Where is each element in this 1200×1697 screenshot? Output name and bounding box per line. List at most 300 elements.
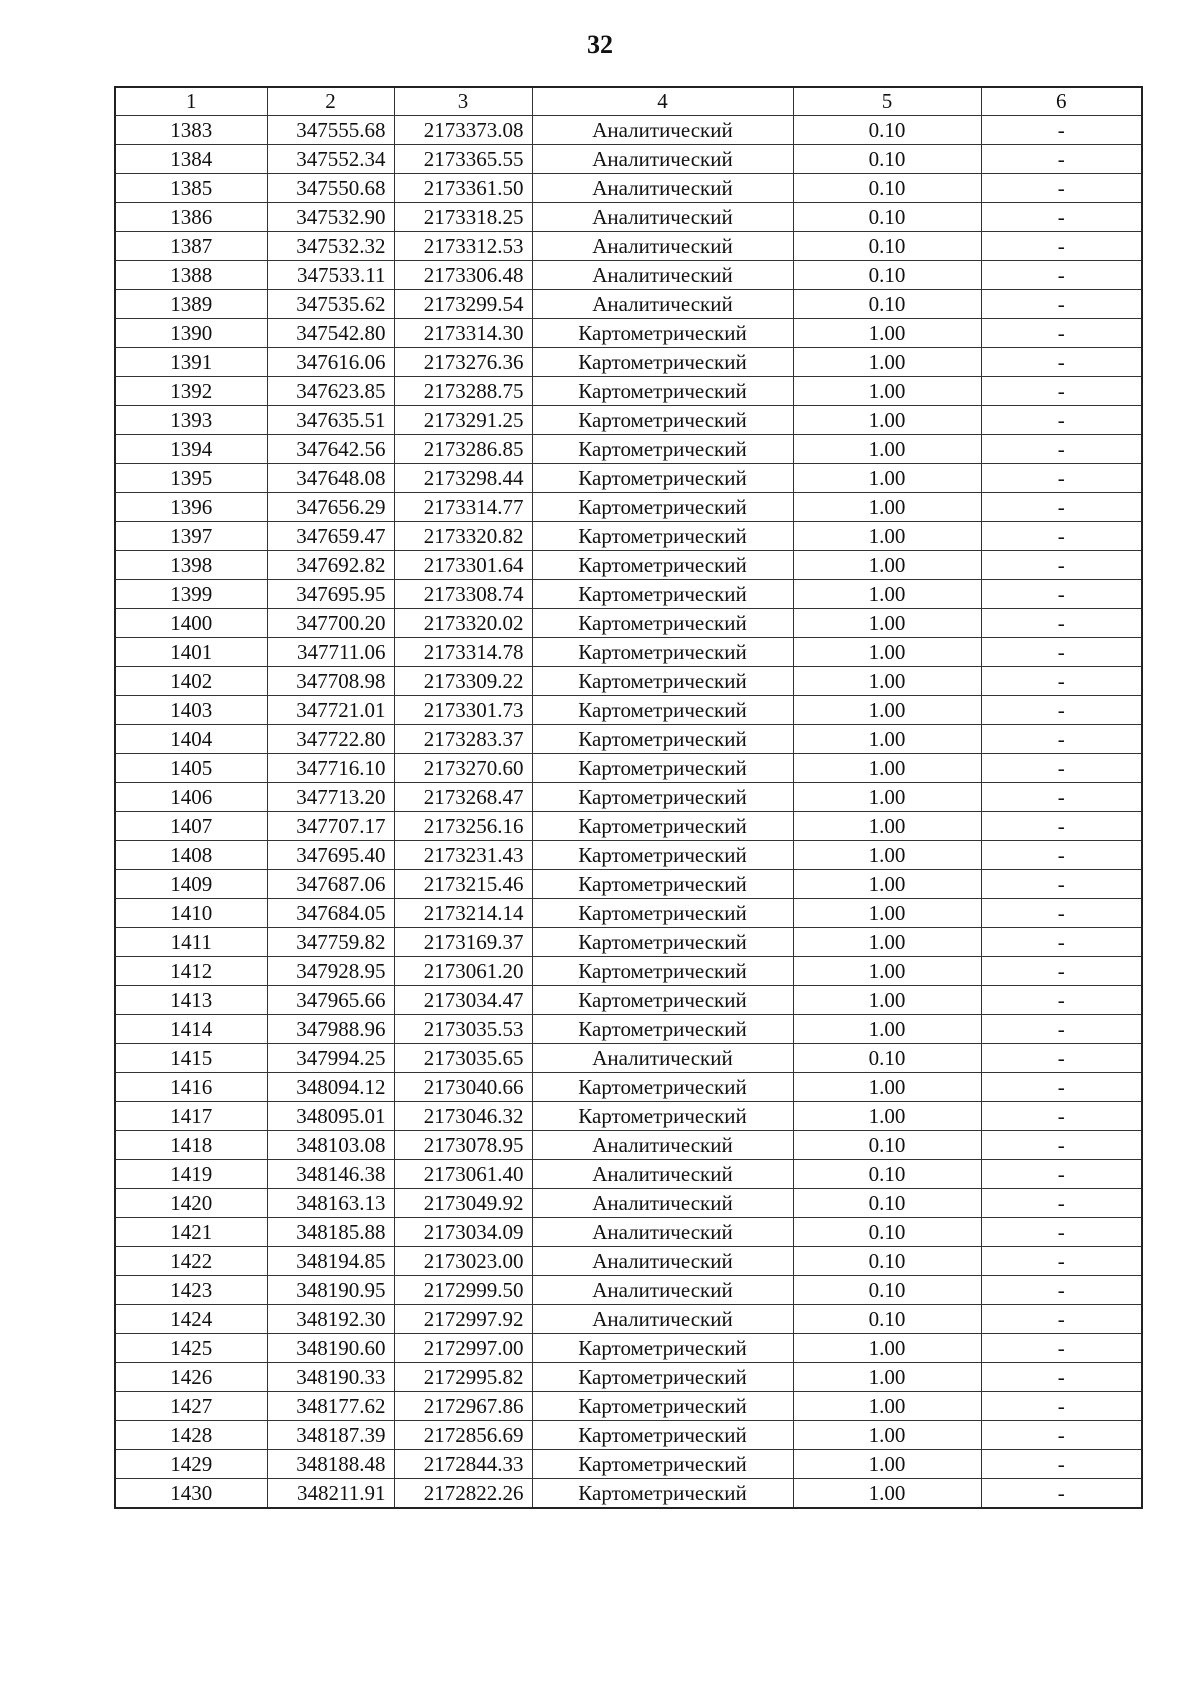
y-coordinate-cell: 2173049.92 (394, 1189, 532, 1218)
y-coordinate-cell: 2172844.33 (394, 1450, 532, 1479)
column-header-1: 1 (115, 87, 267, 116)
x-coordinate-cell: 347692.82 (267, 551, 394, 580)
method-cell: Картометрический (532, 1015, 793, 1044)
x-coordinate-cell: 347555.68 (267, 116, 394, 145)
x-coordinate-cell: 347695.95 (267, 580, 394, 609)
accuracy-cell: 1.00 (793, 1073, 981, 1102)
accuracy-cell: 1.00 (793, 638, 981, 667)
y-coordinate-cell: 2173361.50 (394, 174, 532, 203)
y-coordinate-cell: 2173298.44 (394, 464, 532, 493)
note-cell: - (981, 232, 1142, 261)
y-coordinate-cell: 2173320.82 (394, 522, 532, 551)
table-row (115, 522, 1142, 551)
note-cell: - (981, 522, 1142, 551)
column-header-2: 2 (267, 87, 394, 116)
point-number-cell: 1396 (115, 493, 267, 522)
method-cell: Картометрический (532, 928, 793, 957)
note-cell: - (981, 1102, 1142, 1131)
y-coordinate-cell: 2173312.53 (394, 232, 532, 261)
table-row (115, 812, 1142, 841)
note-cell: - (981, 1421, 1142, 1450)
method-cell: Картометрический (532, 638, 793, 667)
point-number-cell: 1390 (115, 319, 267, 348)
point-number-cell: 1384 (115, 145, 267, 174)
y-coordinate-cell: 2173034.47 (394, 986, 532, 1015)
point-number-cell: 1426 (115, 1363, 267, 1392)
point-number-cell: 1398 (115, 551, 267, 580)
accuracy-cell: 0.10 (793, 145, 981, 174)
table-row (115, 1073, 1142, 1102)
note-cell: - (981, 870, 1142, 899)
x-coordinate-cell: 348163.13 (267, 1189, 394, 1218)
note-cell: - (981, 348, 1142, 377)
x-coordinate-cell: 348177.62 (267, 1392, 394, 1421)
accuracy-cell: 0.10 (793, 1218, 981, 1247)
method-cell: Картометрический (532, 957, 793, 986)
table-row (115, 638, 1142, 667)
note-cell: - (981, 1044, 1142, 1073)
note-cell: - (981, 1363, 1142, 1392)
x-coordinate-cell: 347648.08 (267, 464, 394, 493)
y-coordinate-cell: 2173023.00 (394, 1247, 532, 1276)
note-cell: - (981, 1305, 1142, 1334)
column-header-5: 5 (793, 87, 981, 116)
y-coordinate-cell: 2173318.25 (394, 203, 532, 232)
table-row (115, 696, 1142, 725)
note-cell: - (981, 319, 1142, 348)
y-coordinate-cell: 2173268.47 (394, 783, 532, 812)
x-coordinate-cell: 348190.33 (267, 1363, 394, 1392)
method-cell: Картометрический (532, 667, 793, 696)
y-coordinate-cell: 2173256.16 (394, 812, 532, 841)
note-cell: - (981, 551, 1142, 580)
table-row (115, 899, 1142, 928)
table-row (115, 1189, 1142, 1218)
table-row (115, 783, 1142, 812)
accuracy-cell: 0.10 (793, 1276, 981, 1305)
note-cell: - (981, 261, 1142, 290)
note-cell: - (981, 203, 1142, 232)
y-coordinate-cell: 2173291.25 (394, 406, 532, 435)
point-number-cell: 1425 (115, 1334, 267, 1363)
y-coordinate-cell: 2173040.66 (394, 1073, 532, 1102)
note-cell: - (981, 1131, 1142, 1160)
accuracy-cell: 1.00 (793, 609, 981, 638)
method-cell: Картометрический (532, 1073, 793, 1102)
point-number-cell: 1415 (115, 1044, 267, 1073)
method-cell: Картометрический (532, 754, 793, 783)
note-cell: - (981, 696, 1142, 725)
point-number-cell: 1416 (115, 1073, 267, 1102)
accuracy-cell: 1.00 (793, 841, 981, 870)
x-coordinate-cell: 348187.39 (267, 1421, 394, 1450)
note-cell: - (981, 638, 1142, 667)
table-row (115, 319, 1142, 348)
x-coordinate-cell: 348103.08 (267, 1131, 394, 1160)
table-row (115, 609, 1142, 638)
x-coordinate-cell: 348146.38 (267, 1160, 394, 1189)
note-cell: - (981, 899, 1142, 928)
x-coordinate-cell: 347722.80 (267, 725, 394, 754)
method-cell: Аналитический (532, 1044, 793, 1073)
point-number-cell: 1423 (115, 1276, 267, 1305)
x-coordinate-cell: 348188.48 (267, 1450, 394, 1479)
y-coordinate-cell: 2172967.86 (394, 1392, 532, 1421)
method-cell: Картометрический (532, 870, 793, 899)
note-cell: - (981, 1334, 1142, 1363)
accuracy-cell: 1.00 (793, 348, 981, 377)
point-number-cell: 1410 (115, 899, 267, 928)
y-coordinate-cell: 2173308.74 (394, 580, 532, 609)
y-coordinate-cell: 2173061.20 (394, 957, 532, 986)
y-coordinate-cell: 2173301.64 (394, 551, 532, 580)
accuracy-cell: 1.00 (793, 1015, 981, 1044)
point-number-cell: 1394 (115, 435, 267, 464)
accuracy-cell: 0.10 (793, 232, 981, 261)
point-number-cell: 1406 (115, 783, 267, 812)
x-coordinate-cell: 347552.34 (267, 145, 394, 174)
table-row (115, 1450, 1142, 1479)
table-row (115, 870, 1142, 899)
x-coordinate-cell: 347687.06 (267, 870, 394, 899)
y-coordinate-cell: 2173276.36 (394, 348, 532, 377)
method-cell: Картометрический (532, 812, 793, 841)
table-row (115, 261, 1142, 290)
point-number-cell: 1413 (115, 986, 267, 1015)
note-cell: - (981, 580, 1142, 609)
y-coordinate-cell: 2173320.02 (394, 609, 532, 638)
x-coordinate-cell: 348194.85 (267, 1247, 394, 1276)
method-cell: Картометрический (532, 986, 793, 1015)
point-number-cell: 1429 (115, 1450, 267, 1479)
table-row (115, 667, 1142, 696)
accuracy-cell: 1.00 (793, 493, 981, 522)
note-cell: - (981, 464, 1142, 493)
y-coordinate-cell: 2173309.22 (394, 667, 532, 696)
y-coordinate-cell: 2173306.48 (394, 261, 532, 290)
x-coordinate-cell: 347759.82 (267, 928, 394, 957)
column-header-3: 3 (394, 87, 532, 116)
method-cell: Аналитический (532, 1218, 793, 1247)
accuracy-cell: 0.10 (793, 1044, 981, 1073)
note-cell: - (981, 406, 1142, 435)
accuracy-cell: 0.10 (793, 261, 981, 290)
note-cell: - (981, 493, 1142, 522)
method-cell: Картометрический (532, 725, 793, 754)
method-cell: Аналитический (532, 116, 793, 145)
point-number-cell: 1427 (115, 1392, 267, 1421)
x-coordinate-cell: 347695.40 (267, 841, 394, 870)
note-cell: - (981, 1160, 1142, 1189)
note-cell: - (981, 812, 1142, 841)
table-body (115, 116, 1142, 1509)
accuracy-cell: 1.00 (793, 783, 981, 812)
note-cell: - (981, 986, 1142, 1015)
method-cell: Аналитический (532, 1160, 793, 1189)
accuracy-cell: 1.00 (793, 899, 981, 928)
accuracy-cell: 1.00 (793, 870, 981, 899)
table-row (115, 377, 1142, 406)
note-cell: - (981, 783, 1142, 812)
x-coordinate-cell: 348095.01 (267, 1102, 394, 1131)
y-coordinate-cell: 2172822.26 (394, 1479, 532, 1509)
y-coordinate-cell: 2173214.14 (394, 899, 532, 928)
table-row (115, 1334, 1142, 1363)
method-cell: Картометрический (532, 783, 793, 812)
accuracy-cell: 1.00 (793, 406, 981, 435)
point-number-cell: 1428 (115, 1421, 267, 1450)
x-coordinate-cell: 347616.06 (267, 348, 394, 377)
table-row (115, 174, 1142, 203)
x-coordinate-cell: 347635.51 (267, 406, 394, 435)
y-coordinate-cell: 2173299.54 (394, 290, 532, 319)
method-cell: Картометрический (532, 377, 793, 406)
note-cell: - (981, 725, 1142, 754)
method-cell: Аналитический (532, 145, 793, 174)
point-number-cell: 1420 (115, 1189, 267, 1218)
table-row (115, 116, 1142, 145)
y-coordinate-cell: 2173078.95 (394, 1131, 532, 1160)
method-cell: Картометрический (532, 1450, 793, 1479)
point-number-cell: 1393 (115, 406, 267, 435)
x-coordinate-cell: 347721.01 (267, 696, 394, 725)
x-coordinate-cell: 348190.60 (267, 1334, 394, 1363)
accuracy-cell: 1.00 (793, 435, 981, 464)
table-row (115, 754, 1142, 783)
x-coordinate-cell: 347535.62 (267, 290, 394, 319)
method-cell: Картометрический (532, 464, 793, 493)
method-cell: Картометрический (532, 841, 793, 870)
method-cell: Картометрический (532, 1421, 793, 1450)
table-row (115, 928, 1142, 957)
point-number-cell: 1418 (115, 1131, 267, 1160)
coordinates-table (114, 86, 1143, 1509)
x-coordinate-cell: 347711.06 (267, 638, 394, 667)
x-coordinate-cell: 347550.68 (267, 174, 394, 203)
table-row (115, 725, 1142, 754)
x-coordinate-cell: 348211.91 (267, 1479, 394, 1509)
method-cell: Аналитический (532, 261, 793, 290)
accuracy-cell: 1.00 (793, 1421, 981, 1450)
y-coordinate-cell: 2173231.43 (394, 841, 532, 870)
method-cell: Картометрический (532, 319, 793, 348)
accuracy-cell: 0.10 (793, 116, 981, 145)
accuracy-cell: 0.10 (793, 290, 981, 319)
point-number-cell: 1392 (115, 377, 267, 406)
column-header-4: 4 (532, 87, 793, 116)
table-row (115, 232, 1142, 261)
method-cell: Аналитический (532, 1276, 793, 1305)
y-coordinate-cell: 2172995.82 (394, 1363, 532, 1392)
y-coordinate-cell: 2173283.37 (394, 725, 532, 754)
table-row (115, 1305, 1142, 1334)
method-cell: Картометрический (532, 1392, 793, 1421)
method-cell: Картометрический (532, 899, 793, 928)
table-row (115, 1392, 1142, 1421)
y-coordinate-cell: 2173314.78 (394, 638, 532, 667)
y-coordinate-cell: 2173046.32 (394, 1102, 532, 1131)
table-row (115, 464, 1142, 493)
page-number: 32 (587, 30, 613, 59)
point-number-cell: 1403 (115, 696, 267, 725)
method-cell: Картометрический (532, 1334, 793, 1363)
x-coordinate-cell: 347542.80 (267, 319, 394, 348)
x-coordinate-cell: 348192.30 (267, 1305, 394, 1334)
point-number-cell: 1386 (115, 203, 267, 232)
y-coordinate-cell: 2172856.69 (394, 1421, 532, 1450)
note-cell: - (981, 1392, 1142, 1421)
table-row (115, 145, 1142, 174)
x-coordinate-cell: 347532.90 (267, 203, 394, 232)
note-cell: - (981, 116, 1142, 145)
point-number-cell: 1397 (115, 522, 267, 551)
y-coordinate-cell: 2172997.00 (394, 1334, 532, 1363)
accuracy-cell: 1.00 (793, 1479, 981, 1509)
note-cell: - (981, 928, 1142, 957)
point-number-cell: 1419 (115, 1160, 267, 1189)
table-row (115, 435, 1142, 464)
method-cell: Картометрический (532, 580, 793, 609)
note-cell: - (981, 754, 1142, 783)
method-cell: Картометрический (532, 406, 793, 435)
x-coordinate-cell: 347928.95 (267, 957, 394, 986)
column-header-6: 6 (981, 87, 1142, 116)
note-cell: - (981, 174, 1142, 203)
header-row (115, 87, 1142, 116)
y-coordinate-cell: 2173365.55 (394, 145, 532, 174)
method-cell: Картометрический (532, 551, 793, 580)
point-number-cell: 1417 (115, 1102, 267, 1131)
note-cell: - (981, 1479, 1142, 1509)
method-cell: Картометрический (532, 435, 793, 464)
accuracy-cell: 0.10 (793, 1247, 981, 1276)
method-cell: Аналитический (532, 232, 793, 261)
y-coordinate-cell: 2173034.09 (394, 1218, 532, 1247)
point-number-cell: 1421 (115, 1218, 267, 1247)
x-coordinate-cell: 347532.32 (267, 232, 394, 261)
table-row (115, 580, 1142, 609)
x-coordinate-cell: 347684.05 (267, 899, 394, 928)
point-number-cell: 1408 (115, 841, 267, 870)
accuracy-cell: 1.00 (793, 1102, 981, 1131)
method-cell: Картометрический (532, 1102, 793, 1131)
method-cell: Аналитический (532, 174, 793, 203)
method-cell: Картометрический (532, 1479, 793, 1509)
method-cell: Картометрический (532, 1363, 793, 1392)
accuracy-cell: 1.00 (793, 696, 981, 725)
accuracy-cell: 1.00 (793, 580, 981, 609)
accuracy-cell: 1.00 (793, 319, 981, 348)
point-number-cell: 1422 (115, 1247, 267, 1276)
accuracy-cell: 0.10 (793, 1160, 981, 1189)
note-cell: - (981, 435, 1142, 464)
table-row (115, 551, 1142, 580)
y-coordinate-cell: 2173169.37 (394, 928, 532, 957)
accuracy-cell: 1.00 (793, 957, 981, 986)
note-cell: - (981, 1015, 1142, 1044)
note-cell: - (981, 841, 1142, 870)
accuracy-cell: 1.00 (793, 1363, 981, 1392)
point-number-cell: 1388 (115, 261, 267, 290)
table-row (115, 957, 1142, 986)
method-cell: Аналитический (532, 1305, 793, 1334)
table-row (115, 1363, 1142, 1392)
table-row (115, 290, 1142, 319)
table-row (115, 493, 1142, 522)
point-number-cell: 1395 (115, 464, 267, 493)
x-coordinate-cell: 347716.10 (267, 754, 394, 783)
accuracy-cell: 0.10 (793, 1305, 981, 1334)
accuracy-cell: 0.10 (793, 1131, 981, 1160)
x-coordinate-cell: 347713.20 (267, 783, 394, 812)
point-number-cell: 1401 (115, 638, 267, 667)
table-row (115, 1160, 1142, 1189)
accuracy-cell: 1.00 (793, 1392, 981, 1421)
note-cell: - (981, 1247, 1142, 1276)
x-coordinate-cell: 347623.85 (267, 377, 394, 406)
accuracy-cell: 0.10 (793, 203, 981, 232)
note-cell: - (981, 377, 1142, 406)
method-cell: Картометрический (532, 696, 793, 725)
note-cell: - (981, 609, 1142, 638)
point-number-cell: 1402 (115, 667, 267, 696)
note-cell: - (981, 145, 1142, 174)
x-coordinate-cell: 348185.88 (267, 1218, 394, 1247)
table-row (115, 1015, 1142, 1044)
accuracy-cell: 1.00 (793, 1450, 981, 1479)
accuracy-cell: 1.00 (793, 1334, 981, 1363)
table-row (115, 1421, 1142, 1450)
point-number-cell: 1414 (115, 1015, 267, 1044)
point-number-cell: 1411 (115, 928, 267, 957)
x-coordinate-cell: 347988.96 (267, 1015, 394, 1044)
table-row (115, 348, 1142, 377)
accuracy-cell: 0.10 (793, 1189, 981, 1218)
x-coordinate-cell: 348190.95 (267, 1276, 394, 1305)
method-cell: Картометрический (532, 493, 793, 522)
note-cell: - (981, 1450, 1142, 1479)
accuracy-cell: 1.00 (793, 377, 981, 406)
table-row (115, 1479, 1142, 1509)
point-number-cell: 1405 (115, 754, 267, 783)
x-coordinate-cell: 347707.17 (267, 812, 394, 841)
table-row (115, 1102, 1142, 1131)
y-coordinate-cell: 2173314.30 (394, 319, 532, 348)
x-coordinate-cell: 347642.56 (267, 435, 394, 464)
y-coordinate-cell: 2173314.77 (394, 493, 532, 522)
note-cell: - (981, 1073, 1142, 1102)
point-number-cell: 1407 (115, 812, 267, 841)
y-coordinate-cell: 2173270.60 (394, 754, 532, 783)
point-number-cell: 1399 (115, 580, 267, 609)
accuracy-cell: 1.00 (793, 667, 981, 696)
point-number-cell: 1383 (115, 116, 267, 145)
table-row (115, 1131, 1142, 1160)
y-coordinate-cell: 2173035.53 (394, 1015, 532, 1044)
x-coordinate-cell: 347965.66 (267, 986, 394, 1015)
accuracy-cell: 1.00 (793, 754, 981, 783)
x-coordinate-cell: 347656.29 (267, 493, 394, 522)
y-coordinate-cell: 2173286.85 (394, 435, 532, 464)
point-number-cell: 1389 (115, 290, 267, 319)
method-cell: Аналитический (532, 1247, 793, 1276)
accuracy-cell: 1.00 (793, 986, 981, 1015)
accuracy-cell: 1.00 (793, 928, 981, 957)
x-coordinate-cell: 347708.98 (267, 667, 394, 696)
point-number-cell: 1430 (115, 1479, 267, 1509)
x-coordinate-cell: 347659.47 (267, 522, 394, 551)
point-number-cell: 1404 (115, 725, 267, 754)
